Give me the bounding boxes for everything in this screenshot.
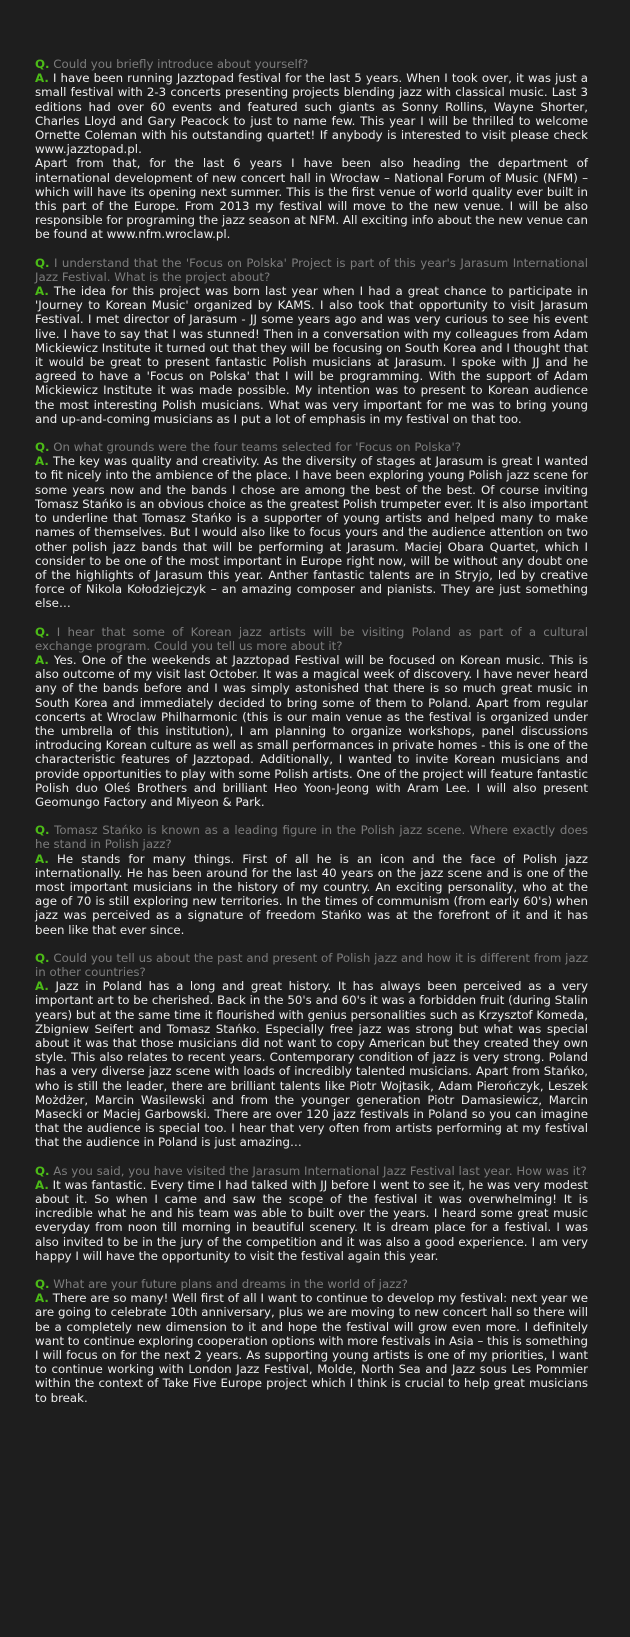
- answer-marker: A.: [35, 71, 49, 86]
- question-paragraph: [35, 625, 588, 653]
- question-marker: Q.: [35, 950, 50, 965]
- question-marker: Q.: [35, 823, 50, 838]
- qa-block-5: [35, 823, 588, 937]
- question-marker: Q.: [35, 255, 50, 270]
- answer-paragraph: [35, 1291, 588, 1405]
- question-marker: Q.: [35, 1163, 50, 1178]
- question-text: I understand that the 'Focus on Polska' Project is part of this year's Jarasum International Jazz Festival. What is the project about?: [35, 255, 588, 284]
- answer-marker: A.: [35, 851, 49, 866]
- answer-text: He stands for many things. First of all he is an icon and the face of Polish jazz internationally. He has been around for the last 40 years on the jazz scene and is one of the most important musicians in the history of my country. An exciting personality, who at the age of 70 is still exploring new territories. In the times of communism (from early 60's) when jazz was perceived as a signature of freedom Stańko was at the forefront of it and it has been like that ever since.: [35, 851, 588, 937]
- answer-paragraph: [35, 979, 588, 1149]
- qa-block-1: [35, 57, 588, 242]
- question-text: Could you tell us about the past and present of Polish jazz and how it is different from jazz in other countries?: [35, 950, 589, 979]
- answer-text: It was fantastic. Every time I had talked with JJ before I went to see it, he was very modest about it. So when I came and saw the scope of the festival it was overwhelming! It is incredible what he and his team was able to built over the years. I heard some great music everyday from noon till morning in beautiful scenery. It is dream place for a festival. I was also invited to be in the jury of the competition and it was also a good experience. I am very happy I will have the opportunity to visit the festival again this year.: [35, 1177, 588, 1263]
- question-text: What are your future plans and dreams in the world of jazz?: [53, 1277, 408, 1292]
- question-text: Could you briefly introduce about yourself?: [53, 57, 309, 71]
- qa-block-3: [35, 440, 588, 610]
- question-marker: Q.: [35, 1277, 50, 1292]
- question-paragraph: [35, 256, 588, 284]
- answer-paragraph: [35, 852, 588, 937]
- question-paragraph: [35, 1277, 588, 1291]
- question-text: I hear that some of Korean jazz artists will be visiting Poland as part of a cultural exchange program. Could you tell us more about it?: [35, 624, 588, 653]
- question-text: As you said, you have visited the Jarasum International Jazz Festival last year. How was it?: [53, 1163, 587, 1178]
- answer-marker: A.: [35, 1291, 49, 1306]
- answer-text: There are so many! Well first of all I want to continue to develop my festival: next year we are going to celebrate 10th anniversary, plus we are moving to new concert hall so there will be a completely new dimension to it and hope the festival will grow even more. I definitely want to continue exploring cooperation options with more festivals in Asia – this is something I will focus on for the next 2 years. As supporting young artists is one of my priorities, I want to continue working with London Jazz Festival, Molde, North Sea and Jazz sous Les Pommier within the context of Take Five Europe project which I think is crucial to help great musicians to break.: [35, 1291, 589, 1405]
- question-marker: Q.: [35, 57, 50, 71]
- answer-text: I have been running Jazztopad festival for the last 5 years. When I took over, it was just a small festival with 2-3 concerts presenting projects blending jazz with classical music. Last 3 editions had over 60 events and featured such giants as Sonny Rollins, Wayne Shorter, Charles Lloyd and Gary Peacock to just to name few. This year I will be thrilled to welcome Ornette Coleman with his outstanding quartet! If anybody is interested to visit please check www.jazztopad.pl.: [35, 71, 588, 157]
- answer-paragraph: [35, 653, 588, 809]
- answer-paragraph: [35, 284, 588, 426]
- answer-marker: A.: [35, 284, 49, 299]
- answer-text: The idea for this project was born last year when I had a great chance to participate in 'Journey to Korean Music' organized by KAMS. I also took that opportunity to visit Jarasum Festival. I met director of Jarasum - JJ some years ago and was very curious to see his event live. I have to say that I was stunned! Then in a conversation with my colleagues from Adam Mickiewicz Institute it turned out that they will be focusing on South Korea and I thought that it would be great to present fantastic Polish musicians at Jarasum. I spoke with JJ and he agreed to have a 'Focus on Polska' that I will be programming. With the support of Adam Mickiewicz Institute it was made possible. My intention was to present to Korean audience the most interesting Polish musicians. What was very important for me was to bring young and up-and-coming musicians as I put a lot of emphasis in my festival on that too.: [35, 284, 589, 426]
- answer-paragraph: [35, 71, 588, 156]
- answer-paragraph: [35, 1178, 588, 1263]
- question-paragraph: [35, 57, 588, 71]
- question-paragraph: [35, 440, 588, 454]
- qa-block-7: [35, 1164, 588, 1263]
- question-marker: Q.: [35, 440, 50, 455]
- answer-text: Jazz in Poland has a long and great history. It has always been perceived as a very important art to be cherished. Back in the 50's and 60's it was a forbidden fruit (during Stalin years) but at the same time it flourished with genius personalities such as Krzysztof Komeda, Zbigniew Seifert and Tomasz Stańko. Especially free jazz was strong but what was special about it was that those musicians did not want to copy American but they created they own style. This also relates to recent years. Contemporary condition of jazz is very strong. Poland has a very diverse jazz scene with loads of incredibly talented musicians. Apart from Stańko, who is still the leader, there are brilliant talents like Piotr Wojtasik, Adam Pierończyk, Leszek Możdżer, Marcin Wasilewski and from the younger generation Piotr Damasiewicz, Marcin Masecki or Maciej Garbowski. There are over 120 jazz festivals in Poland so you can imagine that the audience is special too. I hear that very often from artists performing at my festival that the audience in Poland is just amazing…: [35, 979, 589, 1150]
- qa-block-8: [35, 1277, 588, 1405]
- answer-marker: A.: [35, 652, 49, 667]
- question-text: Tomasz Stańko is known as a leading figure in the Polish jazz scene. Where exactly does he stand in Polish jazz?: [35, 823, 588, 852]
- qa-block-6: [35, 951, 588, 1150]
- question-marker: Q.: [35, 624, 50, 639]
- question-paragraph: [35, 823, 588, 851]
- qa-block-4: [35, 625, 588, 810]
- answer-marker: A.: [35, 979, 49, 994]
- answer-marker: A.: [35, 1177, 49, 1192]
- qa-block-2: [35, 256, 588, 426]
- question-paragraph: [35, 951, 588, 979]
- question-paragraph: [35, 1164, 588, 1178]
- answer-text: Yes. One of the weekends at Jazztopad Festival will be focused on Korean music. This is also outcome of my visit last October. It was a magical week of discovery. I have never heard any of the bands before and I was simply astonished that there is so much great music in South Korea and immediately decided to bring some of them to Poland. Apart from regular concerts at Wroclaw Philharmonic (this is our main venue as the festival is organized under the umbrella of this institution), I am planning to organize workshops, panel discussions introducing Korean culture as well as small performances in private homes - this is one of the characteristic features of Jazztopad. Additionally, I wanted to invite Korean musicians and provide opportunities to play with some Polish artists. One of the project will feature fantastic Polish duo Oleś Brothers and brilliant Heo Yoon-Jeong with Aram Lee. I will also present Geomungo Factory and Miyeon & Park.: [35, 652, 588, 809]
- question-text: On what grounds were the four teams selected for 'Focus on Polska'?: [53, 440, 462, 455]
- answer-paragraph-continued: Apart from that, for the last 6 years I have been also heading the department of international development of new concert hall in Wrocław – National Forum of Music (NFM) – which will have its opening next summer. This is the first venue of world quality ever built in this part of the Europe. From 2013 my festival will move to the new venue. I will be also responsible for programing the jazz season at NFM. All exciting info about the new venue can be found at www.nfm.wroclaw.pl.: [35, 156, 588, 242]
- answer-paragraph: [35, 454, 588, 610]
- answer-marker: A.: [35, 454, 49, 469]
- answer-text: The key was quality and creativity. As the diversity of stages at Jarasum is great I wanted to fit nicely into the ambience of the place. I have been exploring young Polish jazz scene for some years now and the bands I chose are among the best of the best. Of course inviting Tomasz Stańko is an obvious choice as the greatest Polish trumpeter ever. It is also important to underline that Tomasz Stańko is a supporter of young artists and helped many to make names of themselves. But I would also like to focus yours and the audience attention on two other polish jazz bands that will be performing at Jarasum. Maciej Obara Quartet, which I consider to be one of the most important in Europe right now, will be without any doubt one of the highlights of Jarasum this year. Anther fantastic talents are in Stryjo, led by creative force of Nikola Kołodziejczyk – an amazing composer and pianists. They are just something else…: [35, 454, 588, 611]
